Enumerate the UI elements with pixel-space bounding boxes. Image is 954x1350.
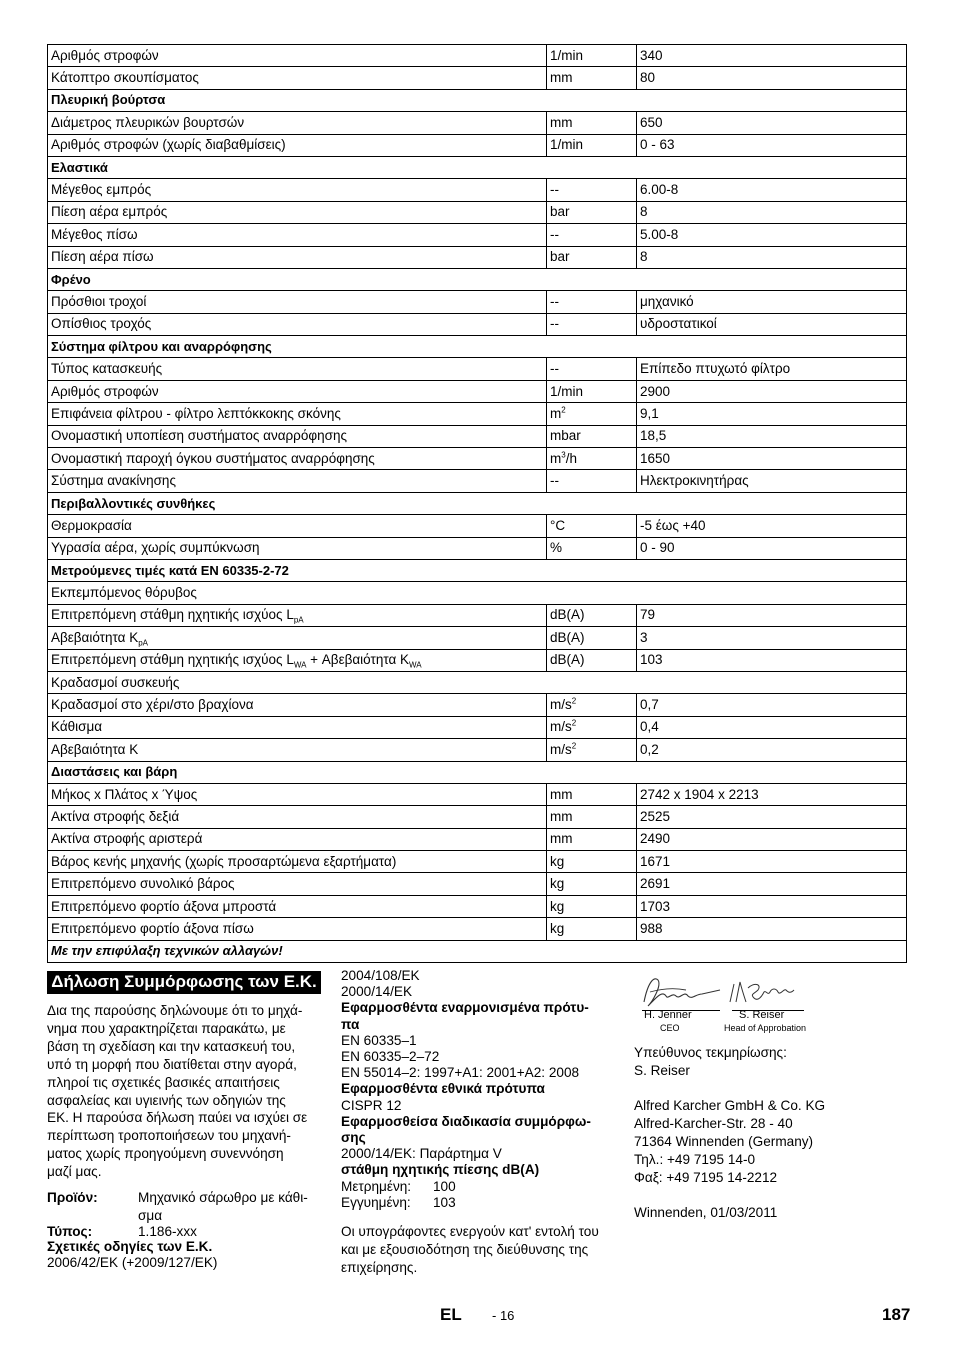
harmonised-3: EN 55014–2: 1997+A1: 2001+A2: 2008: [341, 1065, 580, 1081]
spec-row: [48, 783, 907, 805]
directives-label: Σχετικές οδηγίες των Ε.Κ.: [47, 1238, 213, 1254]
spec-unit: dB(A): [550, 629, 585, 645]
spec-label: Υγρασία αέρα, χωρίς συμπύκνωση: [51, 540, 260, 556]
spec-value: μηχανικό: [640, 293, 694, 309]
spec-value: 0 - 63: [640, 137, 675, 153]
spec-value: 650: [640, 114, 663, 130]
spec-label: Σύστημα ανακίνησης: [51, 473, 176, 489]
spec-label-subscript: WA: [293, 660, 307, 670]
spec-unit-cell: [547, 537, 637, 559]
spec-row: [48, 873, 907, 895]
spec-row: [48, 649, 907, 671]
spec-unit-cell: [547, 291, 637, 313]
spec-label: Αριθμός στροφών (χωρίς διαβαθμίσεις): [51, 137, 286, 153]
spec-label-cell: [48, 851, 547, 873]
signers-note: Οι υπογράφοντες ενεργούν κατ' εντολή του και με εξουσιοδότηση της διεύθυνσης της επιχείρησης.: [341, 1224, 599, 1275]
spec-unit: bar: [550, 204, 570, 220]
spec-value-cell: [637, 470, 907, 492]
harmonised-label: Εφαρμοσθέντα εναρμονισμένα πρότυ- πα: [341, 1000, 589, 1032]
spec-label-cell: [48, 649, 547, 671]
spec-unit-cell: [547, 918, 637, 940]
spec-label-cell: [48, 918, 547, 940]
technical-data-table: [47, 44, 907, 963]
company-city: 71364 Winnenden (Germany): [634, 1134, 814, 1149]
spec-label-cell: [48, 358, 547, 380]
spec-unit: mm: [550, 70, 573, 86]
spec-value-cell: [637, 783, 907, 805]
spec-row: [48, 627, 907, 649]
spec-label: Ονομαστική υποπίεση συστήματος αναρρόφησης: [51, 428, 347, 444]
spec-value-cell: [637, 627, 907, 649]
spec-unit: bar: [550, 249, 570, 265]
spec-unit: 1/min: [550, 47, 584, 63]
spec-value-cell: [637, 67, 907, 89]
spec-unit-cell: [547, 470, 637, 492]
spec-row: [48, 291, 907, 313]
spec-unit-cell: [547, 448, 637, 470]
spec-unit-cell: [547, 313, 637, 335]
spec-unit-cell: [547, 112, 637, 134]
spec-row: [48, 358, 907, 380]
spec-value-cell: [637, 537, 907, 559]
procedure-value: 2000/14/ΕΚ: Παράρτημα V: [341, 1146, 502, 1162]
spec-label: Αβεβαιότητα K: [51, 741, 139, 757]
declaration-column-1: [47, 971, 321, 1271]
company-phone: Τηλ.: +49 7195 14-0: [634, 1152, 756, 1167]
spec-value-cell: [637, 134, 907, 156]
signer-1-role: CEO: [660, 1023, 680, 1033]
spec-unit-cell: [547, 604, 637, 626]
spec-label: Διάμετρος πλευρικών βουρτσών: [51, 114, 245, 130]
sound-label: στάθμη ηχητικής πίεσης dB(A): [341, 1162, 540, 1178]
spec-unit: mm: [550, 114, 573, 130]
spec-value: 2691: [640, 876, 671, 892]
spec-row: [48, 694, 907, 716]
section-row: [48, 761, 907, 783]
spec-value: 0 - 90: [640, 540, 675, 556]
spec-value: Ηλεκτροκινητήρας: [640, 473, 749, 489]
spec-unit-cell: [547, 179, 637, 201]
spec-row: [48, 224, 907, 246]
product-row: [47, 1189, 321, 1225]
spec-unit-cell: [547, 694, 637, 716]
spec-unit-superscript: 2: [571, 741, 577, 751]
spec-unit: kg: [550, 920, 565, 936]
spec-row: [48, 67, 907, 89]
national-1: CISPR 12: [341, 1097, 402, 1113]
spec-row: [48, 918, 907, 940]
spec-label-cell: [48, 783, 547, 805]
spec-label: Ακτίνα στροφής αριστερά: [51, 831, 203, 847]
spec-row: [48, 425, 907, 447]
spec-row: [48, 895, 907, 917]
spec-row: [48, 380, 907, 402]
spec-value-cell: [637, 179, 907, 201]
spec-value-cell: [637, 694, 907, 716]
spec-label: Πίεση αέρα εμπρός: [51, 204, 168, 220]
spec-label: Επιτρεπόμενο συνολικό βάρος: [51, 876, 235, 892]
spec-label-cell: [48, 224, 547, 246]
spec-label: Κάτοπτρο σκουπίσματος: [51, 70, 199, 86]
signature-reiser-image: [724, 978, 804, 1008]
section-cell: Περιβαλλοντικές συνθήκες: [48, 492, 907, 514]
spec-unit-cell: [547, 358, 637, 380]
spec-label-cell: [48, 739, 547, 761]
type-value: 1.186-xxx: [138, 1223, 197, 1239]
spec-value: 2742 x 1904 x 2213: [640, 786, 759, 802]
spec-label: Τύπος κατασκευής: [51, 361, 163, 377]
spec-row: [48, 448, 907, 470]
harmonised-2: EN 60335–2–72: [341, 1049, 440, 1065]
spec-unit: mm: [550, 808, 573, 824]
spec-unit-cell: [547, 425, 637, 447]
section-cell: Πλευρική βούρτσα: [48, 89, 907, 111]
spec-unit: 1/min: [550, 137, 584, 153]
spec-unit-cell: [547, 806, 637, 828]
signatures: [636, 972, 816, 1034]
section-row: [48, 268, 907, 290]
procedure-label: Εφαρμοσθείσα διαδικασία συμμόρφω- σης: [341, 1113, 591, 1146]
spec-unit: 1/min: [550, 383, 584, 399]
spec-value: 3: [640, 629, 648, 645]
spec-label-cell: [48, 828, 547, 850]
directive-2: 2004/108/ΕΚ: [341, 968, 420, 983]
spec-unit: %: [550, 540, 563, 556]
spec-unit-cell: [547, 783, 637, 805]
spec-value: 340: [640, 47, 663, 63]
spec-label-cell: [48, 380, 547, 402]
type-row: [47, 1225, 321, 1239]
spec-label-cell: [48, 470, 547, 492]
spec-unit-cell: [547, 627, 637, 649]
spec-unit: kg: [550, 898, 565, 914]
spec-label: Αριθμός στροφών: [51, 383, 159, 399]
signer-2-role: Head of Approbation: [724, 1023, 807, 1033]
directive-1: 2006/42/ΕΚ (+2009/127/ΕΚ): [47, 1254, 218, 1270]
section-cell: Φρένο: [48, 268, 907, 290]
measured-value: 100: [433, 1178, 456, 1194]
company-name: Alfred Karcher GmbH & Co. KG: [634, 1098, 826, 1113]
spec-unit-superscript: 2: [561, 405, 566, 415]
spec-label-cell: [48, 895, 547, 917]
declaration-heading: Δήλωση Συμμόρφωσης των Ε.Κ.: [47, 971, 321, 994]
spec-row: [48, 403, 907, 425]
spec-value: -5 έως +40: [640, 517, 706, 533]
spec-value: 988: [640, 920, 663, 936]
spec-label: Επιτρεπόμενο φορτίο άξονα πίσω: [51, 920, 254, 936]
spec-label-subscript: WA: [409, 660, 422, 670]
spec-row: [48, 604, 907, 626]
spec-value-cell: [637, 716, 907, 738]
spec-value-cell: [637, 739, 907, 761]
spec-label-cell: [48, 873, 547, 895]
guaranteed-row: [341, 1195, 621, 1211]
spec-unit: m: [550, 405, 562, 421]
note-cell: Με την επιφύλαξη τεχνικών αλλαγών!: [48, 940, 907, 962]
spec-unit-cell: [547, 224, 637, 246]
spec-label: Πίεση αέρα πίσω: [51, 249, 154, 265]
spec-label-cell: [48, 694, 547, 716]
spec-unit-cell: [547, 134, 637, 156]
subsection-row: [48, 671, 907, 693]
section-row: [48, 89, 907, 111]
spec-unit-cell: [547, 45, 637, 67]
spec-value-cell: [637, 425, 907, 447]
spec-unit-cell: [547, 380, 637, 402]
spec-unit: m/s: [550, 719, 572, 735]
spec-label: Βάρος κενής μηχανής (χωρίς προσαρτώμενα εξαρτήματα): [51, 853, 397, 869]
spec-unit-cell: [547, 246, 637, 268]
spec-value-cell: [637, 649, 907, 671]
spec-unit: --: [550, 361, 559, 377]
spec-unit-tail: /h: [565, 450, 577, 466]
spec-unit: mm: [550, 831, 573, 847]
measured-label: Μετρημένη:: [341, 1178, 412, 1194]
spec-value: 8: [640, 249, 648, 265]
footer-language: EL: [440, 1305, 462, 1324]
spec-label: Ονομαστική παροχή όγκου συστήματος αναρρόφησης: [51, 450, 375, 466]
spec-label-cell: [48, 515, 547, 537]
spec-label-cell: [48, 179, 547, 201]
spec-value: υδροστατικοί: [640, 316, 717, 332]
national-label: Εφαρμοσθέντα εθνικά πρότυπα: [341, 1081, 545, 1097]
spec-row: [48, 134, 907, 156]
spec-unit-cell: [547, 515, 637, 537]
spec-label-middle: + Αβεβαιότητα K: [306, 652, 410, 668]
spec-unit: dB(A): [550, 607, 585, 623]
spec-label: Θερμοκρασία: [51, 517, 132, 533]
spec-label-cell: [48, 45, 547, 67]
spec-value: 8: [640, 204, 648, 220]
spec-label: Οπίσθιος τροχός: [51, 316, 152, 332]
spec-value: 18,5: [640, 428, 667, 444]
spec-label-cell: [48, 537, 547, 559]
spec-value: Επίπεδο πτυχωτό φίλτρο: [640, 361, 791, 377]
spec-row: [48, 515, 907, 537]
spec-row: [48, 45, 907, 67]
spec-label-cell: [48, 246, 547, 268]
spec-value: 1703: [640, 898, 671, 914]
type-label: Τύπος:: [47, 1223, 93, 1239]
section-row: [48, 156, 907, 178]
spec-value-cell: [637, 806, 907, 828]
product-label: Προϊόν:: [47, 1190, 98, 1206]
spec-value: 0,7: [640, 697, 659, 713]
section-row: [48, 492, 907, 514]
spec-unit: --: [550, 316, 559, 332]
spec-unit: kg: [550, 876, 565, 892]
spec-unit: mm: [550, 786, 573, 802]
declaration-intro: Δια της παρούσης δηλώνουμε ότι το μηχά- νημα που χαρακτηρίζεται παρακάτω, με βάση τη σχεδίαση και την κατασκευή του, υπό τη μορφή που διατίθεται στην αγορά, πληροί τις σχετικές βασικές απαιτήσεις ασφαλείας και υγιεινής των οδηγιών της ΕΚ. Η παρούσα δήλωση παύει να ισχύει σε περίπτωση τροποποιήσεων του μηχανή- ματος χωρίς προηγούμενη συνεννόηση μαζί μας.: [47, 1003, 308, 1180]
spec-unit-cell: [547, 649, 637, 671]
spec-label-cell: [48, 313, 547, 335]
spec-value: 103: [640, 652, 663, 668]
spec-unit-superscript: 2: [571, 696, 577, 706]
spec-label-cell: [48, 604, 547, 626]
spec-label-cell: [48, 448, 547, 470]
measured-row: [341, 1179, 621, 1195]
spec-value-cell: [637, 201, 907, 223]
spec-label: Αβεβαιότητα K: [51, 629, 139, 645]
spec-value-cell: [637, 828, 907, 850]
spec-value-cell: [637, 112, 907, 134]
spec-row: [48, 716, 907, 738]
declaration-column-2: [341, 968, 621, 1276]
spec-value: 5.00-8: [640, 226, 679, 242]
spec-value: 2900: [640, 383, 671, 399]
spec-unit: --: [550, 473, 559, 489]
spec-value-cell: [637, 358, 907, 380]
subsection-cell: Εκπεμπόμενος θόρυβος: [48, 582, 907, 604]
guaranteed-label: Εγγυημένη:: [341, 1194, 411, 1210]
spec-unit: m/s: [550, 697, 572, 713]
spec-row: [48, 739, 907, 761]
spec-value-cell: [637, 895, 907, 917]
spec-label-subscript: pA: [138, 638, 149, 648]
spec-row: [48, 470, 907, 492]
spec-unit: --: [550, 182, 559, 198]
spec-unit-superscript: 3: [561, 450, 566, 460]
spec-label: Κραδασμοί στο χέρι/στο βραχίονα: [51, 697, 254, 713]
spec-row: [48, 828, 907, 850]
spec-row: [48, 179, 907, 201]
spec-unit: mbar: [550, 428, 581, 444]
declaration-column-3: [634, 1044, 914, 1222]
spec-value: 79: [640, 607, 656, 623]
section-cell: Ελαστικά: [48, 156, 907, 178]
spec-label-cell: [48, 291, 547, 313]
spec-value-cell: [637, 291, 907, 313]
section-cell: Διαστάσεις και βάρη: [48, 761, 907, 783]
spec-label: Επιτρεπόμενη στάθμη ηχητικής ισχύος L: [51, 652, 294, 668]
spec-label-cell: [48, 627, 547, 649]
spec-label-cell: [48, 112, 547, 134]
note-row: [48, 940, 907, 962]
spec-value-cell: [637, 313, 907, 335]
spec-unit-cell: [547, 873, 637, 895]
signer-2-name: S. Reiser: [739, 1009, 785, 1021]
spec-unit-cell: [547, 716, 637, 738]
directive-3: 2000/14/ΕΚ: [341, 984, 413, 1000]
spec-label-cell: [48, 403, 547, 425]
spec-value: 0,4: [640, 719, 659, 735]
spec-value-cell: [637, 873, 907, 895]
footer-local-page-text: - 16: [492, 1308, 515, 1323]
spec-label: Επιφάνεια φίλτρου - φίλτρο λεπτόκκοκης σκόνης: [51, 405, 341, 421]
spec-label-cell: [48, 425, 547, 447]
spec-label-subscript: pA: [293, 616, 304, 626]
spec-unit-cell: [547, 739, 637, 761]
spec-value-cell: [637, 246, 907, 268]
spec-row: [48, 112, 907, 134]
spec-label-cell: [48, 134, 547, 156]
spec-unit-cell: [547, 828, 637, 850]
spec-label: Μέγεθος εμπρός: [51, 182, 152, 198]
spec-unit-cell: [547, 851, 637, 873]
spec-value-cell: [637, 45, 907, 67]
spec-unit: m/s: [550, 741, 572, 757]
spec-unit-cell: [547, 895, 637, 917]
spec-row: [48, 537, 907, 559]
spec-label: Πρόσθιοι τροχοί: [51, 293, 147, 309]
product-value: Μηχανικό σάρωθρο με κάθι- σμα: [138, 1190, 308, 1223]
footer-local-page: [492, 1305, 514, 1325]
spec-value: 2525: [640, 808, 671, 824]
spec-unit-cell: [547, 67, 637, 89]
footer-page-number: 187: [882, 1305, 911, 1324]
spec-value: 6.00-8: [640, 182, 679, 198]
section-cell: Σύστημα φίλτρου και αναρρόφησης: [48, 336, 907, 358]
spec-label: Μέγεθος πίσω: [51, 226, 138, 242]
spec-row: [48, 806, 907, 828]
guaranteed-value: 103: [433, 1194, 456, 1210]
spec-row: [48, 201, 907, 223]
subsection-row: [48, 582, 907, 604]
spec-value: 0,2: [640, 741, 659, 757]
spec-unit-cell: [547, 403, 637, 425]
spec-value-cell: [637, 403, 907, 425]
spec-value-cell: [637, 918, 907, 940]
spec-value-cell: [637, 380, 907, 402]
spec-label: Επιτρεπόμενη στάθμη ηχητικής ισχύος L: [51, 607, 294, 623]
signer-1-name: H. Jenner: [644, 1009, 692, 1021]
company-fax: Φαξ: +49 7195 14-2212: [634, 1170, 778, 1185]
spec-value: 2490: [640, 831, 671, 847]
spec-unit-superscript: 2: [571, 718, 577, 728]
spec-label: Κάθισμα: [51, 719, 103, 735]
spec-unit: m: [550, 450, 562, 466]
spec-value: 9,1: [640, 405, 659, 421]
spec-value-cell: [637, 224, 907, 246]
spec-row: [48, 313, 907, 335]
section-row: [48, 336, 907, 358]
spec-unit: °C: [550, 517, 566, 533]
section-cell: Μετρούμενες τιμές κατά EN 60335-2-72: [48, 559, 907, 581]
spec-value-cell: [637, 515, 907, 537]
spec-unit: --: [550, 226, 559, 242]
spec-unit: --: [550, 293, 559, 309]
spec-label-cell: [48, 67, 547, 89]
spec-label-cell: [48, 806, 547, 828]
spec-label-cell: [48, 201, 547, 223]
section-row: [48, 559, 907, 581]
harmonised-1: EN 60335–1: [341, 1032, 417, 1048]
doc-name: S. Reiser: [634, 1063, 690, 1078]
spec-unit: kg: [550, 853, 565, 869]
spec-value: 1671: [640, 853, 671, 869]
spec-label: Μήκος x Πλάτος x Ύψος: [51, 786, 198, 802]
spec-label: Αριθμός στροφών: [51, 47, 159, 63]
spec-unit-cell: [547, 201, 637, 223]
spec-value-cell: [637, 448, 907, 470]
company-street: Alfred-Karcher-Str. 28 - 40: [634, 1116, 793, 1131]
spec-value-cell: [637, 851, 907, 873]
spec-row: [48, 851, 907, 873]
spec-unit: dB(A): [550, 652, 585, 668]
spec-row: [48, 246, 907, 268]
spec-label: Ακτίνα στροφής δεξιά: [51, 808, 180, 824]
spec-label-cell: [48, 716, 547, 738]
doc-label: Υπεύθυνος τεκμηρίωσης:: [634, 1045, 787, 1060]
spec-label: Επιτρεπόμενο φορτίο άξονα μπροστά: [51, 898, 277, 914]
spec-value: 1650: [640, 450, 671, 466]
spec-value-cell: [637, 604, 907, 626]
subsection-cell: Κραδασμοί συσκευής: [48, 671, 907, 693]
spec-value: 80: [640, 70, 656, 86]
place-date: Winnenden, 01/03/2011: [634, 1205, 778, 1220]
